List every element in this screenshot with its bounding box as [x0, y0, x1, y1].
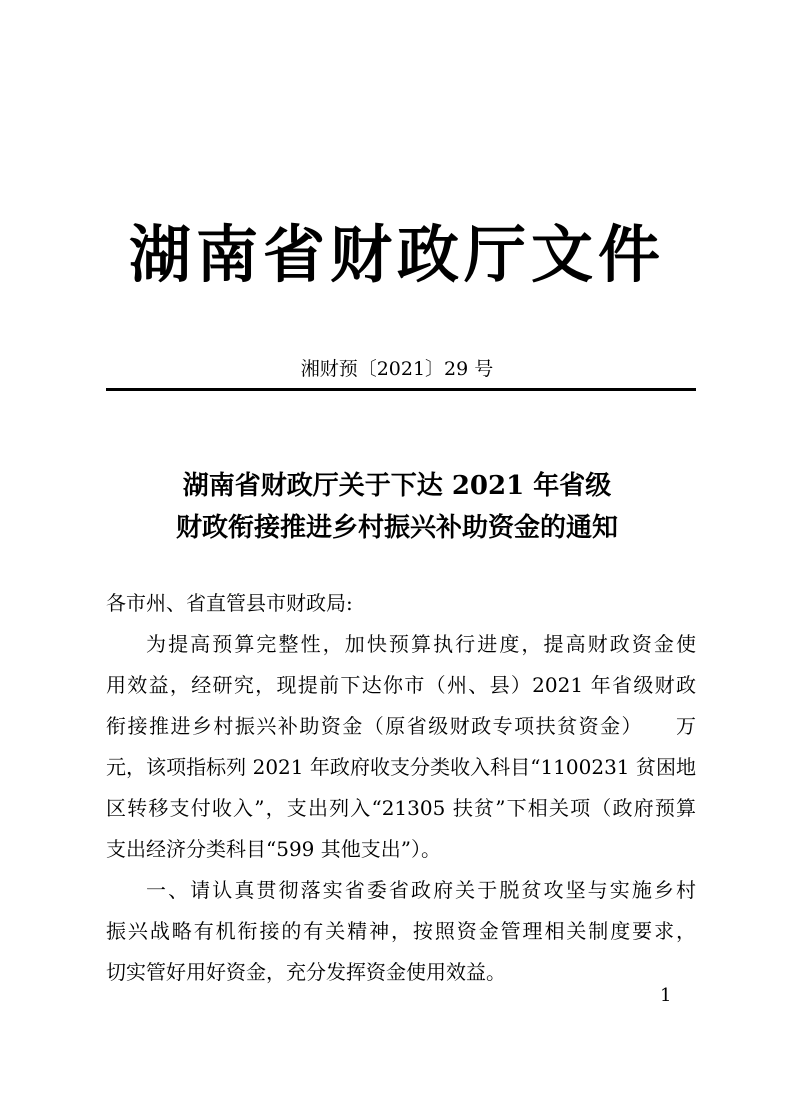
paragraph-1-line: 区转移支付收入”，支出列入“21305 扶贫”下相关项（政府预算 — [106, 796, 696, 820]
salutation: 各市州、省直管县市财政局: — [106, 591, 353, 615]
notice-body — [106, 583, 696, 993]
paragraph-1-line: 用效益，经研究，现提前下达你市（州、县）2021 年省级财政 — [106, 673, 696, 697]
document-number: 湘财预〔2021〕29 号 — [300, 358, 494, 380]
paragraph-1-line: 为提高预算完整性，加快预算执行进度，提高财政资金使 — [146, 632, 696, 656]
paragraph-2-line: 一、请认真贯彻落实省委省政府关于脱贫攻坚与实施乡村 — [146, 878, 696, 902]
header-divider-rule — [106, 388, 696, 391]
paragraph-2 — [106, 870, 696, 993]
paragraph-1-line: 支出经济分类科目“599 其他支出”）。 — [106, 837, 441, 861]
paragraph-2-line: 切实管好用好资金，充分发挥资金使用效益。 — [106, 960, 506, 984]
page-number: 1 — [660, 985, 672, 1006]
notice-title-line-2: 财政衔接推进乡村振兴补助资金的通知 — [175, 513, 618, 543]
notice-title — [0, 465, 794, 549]
issuer-header-title: 湖南省财政厅文件 — [128, 218, 665, 291]
notice-title-line-1: 湖南省财政厅关于下达 2021 年省级 — [182, 471, 612, 501]
paragraph-1-line: 衔接推进乡村振兴补助资金（原省级财政专项扶贫资金） 万 — [106, 714, 696, 738]
paragraph-1 — [106, 624, 696, 870]
paragraph-2-line: 振兴战略有机衔接的有关精神，按照资金管理相关制度要求， — [106, 919, 696, 943]
paragraph-1-line: 元，该项指标列 2021 年政府收支分类收入科目“1100231 贫困地 — [106, 755, 696, 779]
